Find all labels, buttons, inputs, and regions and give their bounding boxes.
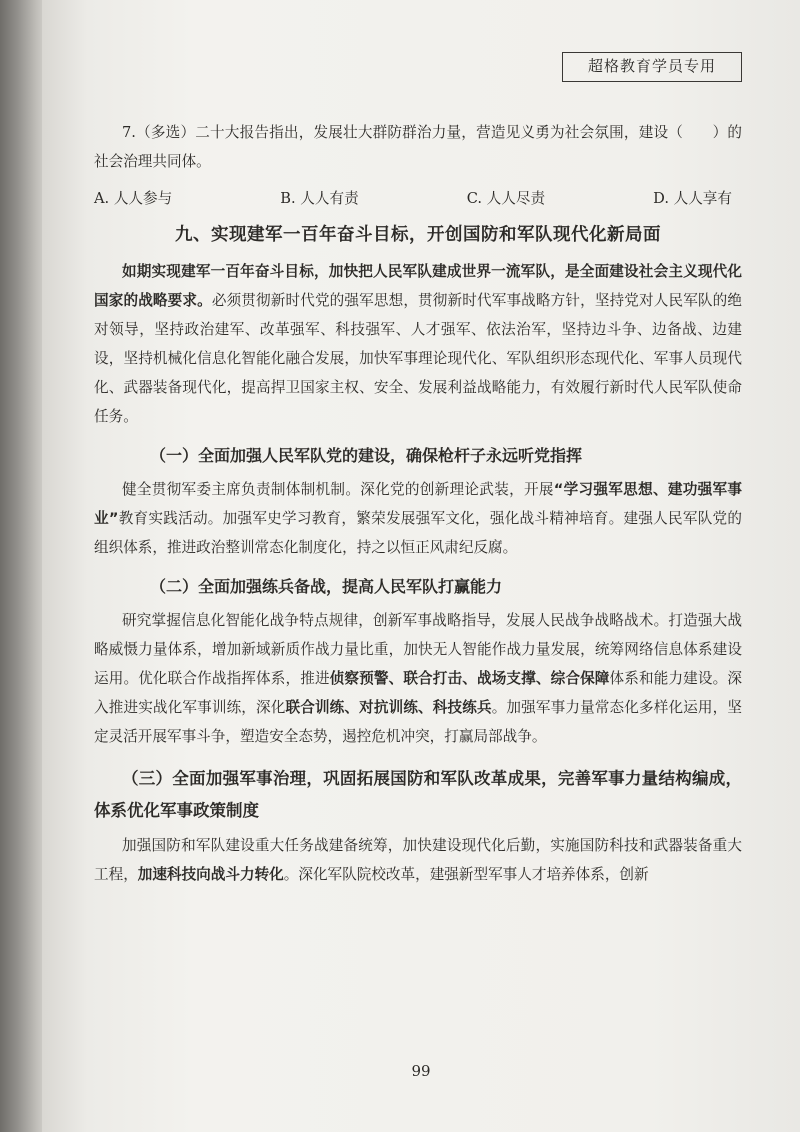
subsection-1-title: （一）全面加强人民军队党的建设，确保枪杆子永远听党指挥 <box>150 446 583 465</box>
section-9-title: 九、实现建军一百年奋斗目标，开创国防和军队现代化新局面 <box>175 225 661 245</box>
option-a: A. 人人参与 <box>94 190 173 207</box>
section-9-intro-bold: 如期实现建军一百年奋斗目标，加快把人民军队建成世界一流军队，是全面建设社会主义现代化国家的战略要求。 <box>94 263 742 309</box>
book-page <box>42 0 800 1132</box>
question-line-1: 7.（多选）二十大报告指出，发展壮大群防群治力量，营造见义勇为社会氛围，建设（ ） <box>122 124 728 141</box>
section-9-intro-rest: 必须贯彻新时代党的强军思想，贯彻新时代军事战略方针，坚持党对人民军队的绝对领导，坚持政治建军、改革强军、科技强军、人才强军、依法治军，坚持边斗争、边备战、边建设，坚持机械化信息化智能化融合发展，加快军事理论现代化、军队组织形态现代化、军事人员现代化、武器装备现代化，提高捍卫国家主权、安全、发展利益战略能力，有效履行新时代人民军队使命任务。 <box>94 292 742 425</box>
subsection-1-text-a: 健全贯彻军委主席负责制体制机制。深化党的创新理论武装，开展 <box>122 481 554 498</box>
question-stem <box>94 118 742 176</box>
page-number: 99 <box>411 1062 431 1080</box>
page-content <box>94 118 742 889</box>
question-options <box>94 184 742 213</box>
subsection-1-text-b: 教育实践活动。加强军史学习教育，繁荣发展强军文化，强化战斗精神培育。建强人民军队党的组织体系，推进政治整训常态化制度化，持之以恒正风肃纪反腐。 <box>94 510 743 556</box>
subsection-1-text-bold: “学习强军思想、建功强军事业” <box>94 481 742 527</box>
subsection-2-text-b: 体系和能力建设。深入推进实战化军事训练，深化 <box>94 670 742 716</box>
subsection-2-title: （二）全面加强练兵备战，提高人民军队打赢能力 <box>150 577 503 596</box>
question-line-2: 的社会治理共同体。 <box>94 124 742 170</box>
subsection-3-text-b: 。深化军队院校改革，建强新型军事人才培养体系，创新 <box>283 866 649 883</box>
option-c: C. 人人尽责 <box>466 190 546 207</box>
subsection-3-body <box>94 831 742 889</box>
subsection-3-title: （三）全面加强军事治理，巩固拓展国防和军队改革成果，完善军事力量结构编成，体系优化军事政策制度 <box>94 769 742 820</box>
option-d: D. 人人享有 <box>653 190 732 207</box>
subsection-2-body <box>94 606 742 751</box>
option-b: B. 人人有责 <box>280 190 359 207</box>
header-tag: 超格教育学员专用 <box>562 52 742 82</box>
subsection-2-text-bold-2: 联合训练、对抗训练、科技练兵 <box>285 699 492 716</box>
subsection-2-text-bold-1: 侦察预警、联合打击、战场支撑、综合保障 <box>329 670 610 687</box>
subsection-1-body <box>94 475 742 562</box>
subsection-2-text-c: 。加强军事力量常态化多样化运用，坚定灵活开展军事斗争，塑造安全态势，遏控危机冲突，打赢局部战争。 <box>94 699 742 745</box>
subsection-2-text-a: 研究掌握信息化智能化战争特点规律，创新军事战略指导，发展人民战争战略战术。打造强大战略威慑力量体系，增加新域新质作战力量比重，加快无人智能作战力量发展，统筹网络信息体系建设运用。优化联合作战指挥体系，推进 <box>94 612 742 687</box>
subsection-3-text-a: 加强国防和军队建设重大任务战建备统筹，加快建设现代化后勤，实施国防科技和武器装备重大工程， <box>94 837 742 883</box>
subsection-3-text-bold: 加速科技向战斗力转化 <box>137 866 284 883</box>
section-9-intro <box>94 257 742 431</box>
